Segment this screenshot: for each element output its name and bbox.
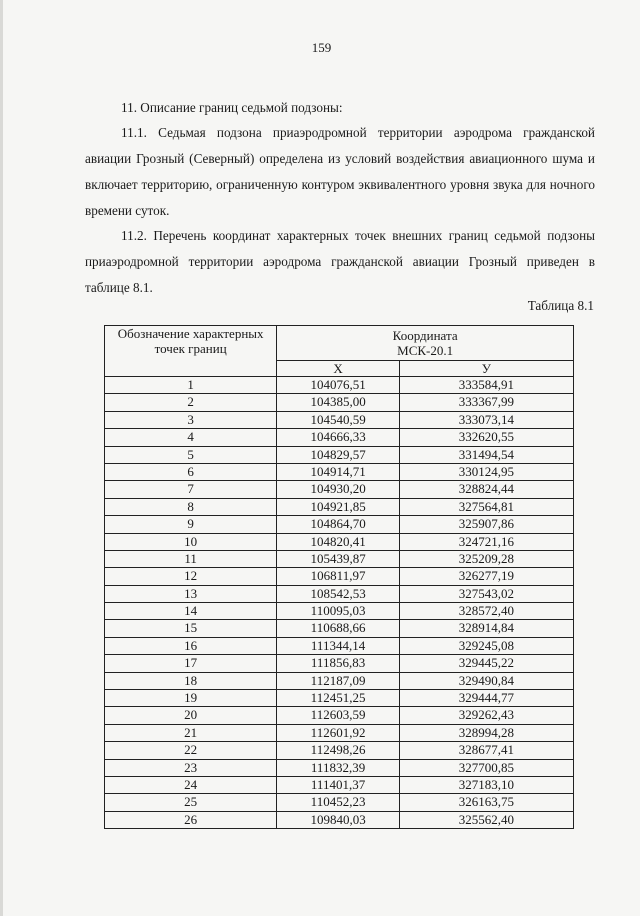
cell-x: 112601,92 bbox=[277, 724, 400, 741]
cell-point-number: 19 bbox=[105, 690, 277, 707]
table-row bbox=[105, 533, 574, 550]
cell-y: 328677,41 bbox=[399, 742, 573, 759]
cell-y: 331494,54 bbox=[399, 446, 573, 463]
cell-point-number: 12 bbox=[105, 568, 277, 585]
cell-point-number: 15 bbox=[105, 620, 277, 637]
cell-x: 111344,14 bbox=[277, 637, 400, 654]
cell-point-number: 17 bbox=[105, 655, 277, 672]
header-points-label: Обозначение характерных точек границ bbox=[117, 326, 264, 356]
cell-x: 109840,03 bbox=[277, 811, 400, 828]
cell-point-number: 2 bbox=[105, 394, 277, 411]
cell-point-number: 23 bbox=[105, 759, 277, 776]
cell-point-number: 26 bbox=[105, 811, 277, 828]
cell-point-number: 1 bbox=[105, 377, 277, 394]
cell-y: 333367,99 bbox=[399, 394, 573, 411]
table-row bbox=[105, 446, 574, 463]
cell-x: 104385,00 bbox=[277, 394, 400, 411]
cell-x: 104864,70 bbox=[277, 516, 400, 533]
cell-y: 325209,28 bbox=[399, 550, 573, 567]
cell-x: 104829,57 bbox=[277, 446, 400, 463]
cell-point-number: 14 bbox=[105, 603, 277, 620]
header-points bbox=[105, 326, 277, 377]
cell-y: 329245,08 bbox=[399, 637, 573, 654]
cell-y: 330124,95 bbox=[399, 463, 573, 480]
cell-y: 327564,81 bbox=[399, 498, 573, 515]
cell-y: 333584,91 bbox=[399, 377, 573, 394]
section-heading: 11. Описание границ седьмой подзоны: bbox=[121, 100, 343, 115]
cell-x: 105439,87 bbox=[277, 550, 400, 567]
table-row bbox=[105, 707, 574, 724]
section-heading-block bbox=[85, 95, 595, 121]
paragraph-11-1-block bbox=[85, 120, 595, 224]
cell-y: 328994,28 bbox=[399, 724, 573, 741]
table-row bbox=[105, 776, 574, 793]
paragraph-11-2: 11.2. Перечень координат характерных точек внешних границ седьмой подзоны приаэродромной территории аэродрома гражданской авиации Грозный приведен в таблице 8.1. bbox=[85, 228, 595, 295]
cell-point-number: 20 bbox=[105, 707, 277, 724]
table-row bbox=[105, 724, 574, 741]
cell-y: 327700,85 bbox=[399, 759, 573, 776]
cell-y: 326163,75 bbox=[399, 794, 573, 811]
cell-point-number: 4 bbox=[105, 429, 277, 446]
cell-y: 327183,10 bbox=[399, 776, 573, 793]
cell-point-number: 18 bbox=[105, 672, 277, 689]
header-coordinate bbox=[277, 326, 574, 361]
table-row bbox=[105, 603, 574, 620]
table-row bbox=[105, 377, 574, 394]
table-row bbox=[105, 690, 574, 707]
header-coordinate-line1: Координата bbox=[392, 328, 458, 343]
header-coordinate-line2: МСК-20.1 bbox=[397, 343, 454, 358]
cell-x: 104540,59 bbox=[277, 411, 400, 428]
cell-point-number: 3 bbox=[105, 411, 277, 428]
cell-point-number: 21 bbox=[105, 724, 277, 741]
table-row bbox=[105, 655, 574, 672]
cell-x: 112451,25 bbox=[277, 690, 400, 707]
cell-x: 104914,71 bbox=[277, 463, 400, 480]
cell-x: 110688,66 bbox=[277, 620, 400, 637]
cell-y: 329445,22 bbox=[399, 655, 573, 672]
table-row bbox=[105, 759, 574, 776]
cell-y: 328572,40 bbox=[399, 603, 573, 620]
coordinates-table bbox=[104, 325, 574, 829]
cell-point-number: 22 bbox=[105, 742, 277, 759]
cell-y: 328824,44 bbox=[399, 481, 573, 498]
table-row bbox=[105, 568, 574, 585]
table-row bbox=[105, 811, 574, 828]
table-row bbox=[105, 620, 574, 637]
cell-y: 327543,02 bbox=[399, 585, 573, 602]
cell-x: 104076,51 bbox=[277, 377, 400, 394]
cell-point-number: 5 bbox=[105, 446, 277, 463]
cell-y: 329490,84 bbox=[399, 672, 573, 689]
header-x: X bbox=[277, 361, 400, 377]
cell-y: 324721,16 bbox=[399, 533, 573, 550]
cell-x: 111832,39 bbox=[277, 759, 400, 776]
cell-x: 104921,85 bbox=[277, 498, 400, 515]
cell-y: 329262,43 bbox=[399, 707, 573, 724]
table-row bbox=[105, 394, 574, 411]
cell-y: 329444,77 bbox=[399, 690, 573, 707]
table-row bbox=[105, 742, 574, 759]
cell-point-number: 10 bbox=[105, 533, 277, 550]
cell-y: 328914,84 bbox=[399, 620, 573, 637]
coordinates-table-wrapper bbox=[104, 325, 574, 829]
cell-x: 112603,59 bbox=[277, 707, 400, 724]
table-row bbox=[105, 463, 574, 480]
cell-x: 110095,03 bbox=[277, 603, 400, 620]
table-row bbox=[105, 637, 574, 654]
cell-x: 104820,41 bbox=[277, 533, 400, 550]
cell-y: 326277,19 bbox=[399, 568, 573, 585]
cell-y: 325562,40 bbox=[399, 811, 573, 828]
table-body bbox=[105, 377, 574, 829]
cell-y: 332620,55 bbox=[399, 429, 573, 446]
cell-x: 106811,97 bbox=[277, 568, 400, 585]
table-row bbox=[105, 411, 574, 428]
cell-point-number: 7 bbox=[105, 481, 277, 498]
cell-x: 104666,33 bbox=[277, 429, 400, 446]
paragraph-11-2-block bbox=[85, 223, 595, 301]
table-row bbox=[105, 585, 574, 602]
cell-point-number: 24 bbox=[105, 776, 277, 793]
cell-y: 333073,14 bbox=[399, 411, 573, 428]
cell-point-number: 9 bbox=[105, 516, 277, 533]
table-row bbox=[105, 481, 574, 498]
cell-point-number: 16 bbox=[105, 637, 277, 654]
cell-x: 112187,09 bbox=[277, 672, 400, 689]
table-row bbox=[105, 498, 574, 515]
cell-point-number: 13 bbox=[105, 585, 277, 602]
cell-point-number: 6 bbox=[105, 463, 277, 480]
cell-point-number: 11 bbox=[105, 550, 277, 567]
table-row bbox=[105, 516, 574, 533]
cell-x: 108542,53 bbox=[277, 585, 400, 602]
cell-x: 110452,23 bbox=[277, 794, 400, 811]
cell-x: 111856,83 bbox=[277, 655, 400, 672]
cell-x: 112498,26 bbox=[277, 742, 400, 759]
header-y: У bbox=[399, 361, 573, 377]
table-caption: Таблица 8.1 bbox=[527, 298, 594, 313]
table-row bbox=[105, 550, 574, 567]
cell-point-number: 25 bbox=[105, 794, 277, 811]
table-row bbox=[105, 672, 574, 689]
cell-x: 111401,37 bbox=[277, 776, 400, 793]
cell-point-number: 8 bbox=[105, 498, 277, 515]
table-row bbox=[105, 794, 574, 811]
cell-y: 325907,86 bbox=[399, 516, 573, 533]
page-number: 159 bbox=[311, 40, 332, 55]
paragraph-11-1: 11.1. Седьмая подзона приаэродромной территории аэродрома гражданской авиации Грозный (Северный) определена из условий воздействия авиационного шума и включает территорию, ограниченную контуром эквивалентного уровня звука для ночного времени суток. bbox=[85, 125, 595, 218]
cell-x: 104930,20 bbox=[277, 481, 400, 498]
table-row bbox=[105, 429, 574, 446]
